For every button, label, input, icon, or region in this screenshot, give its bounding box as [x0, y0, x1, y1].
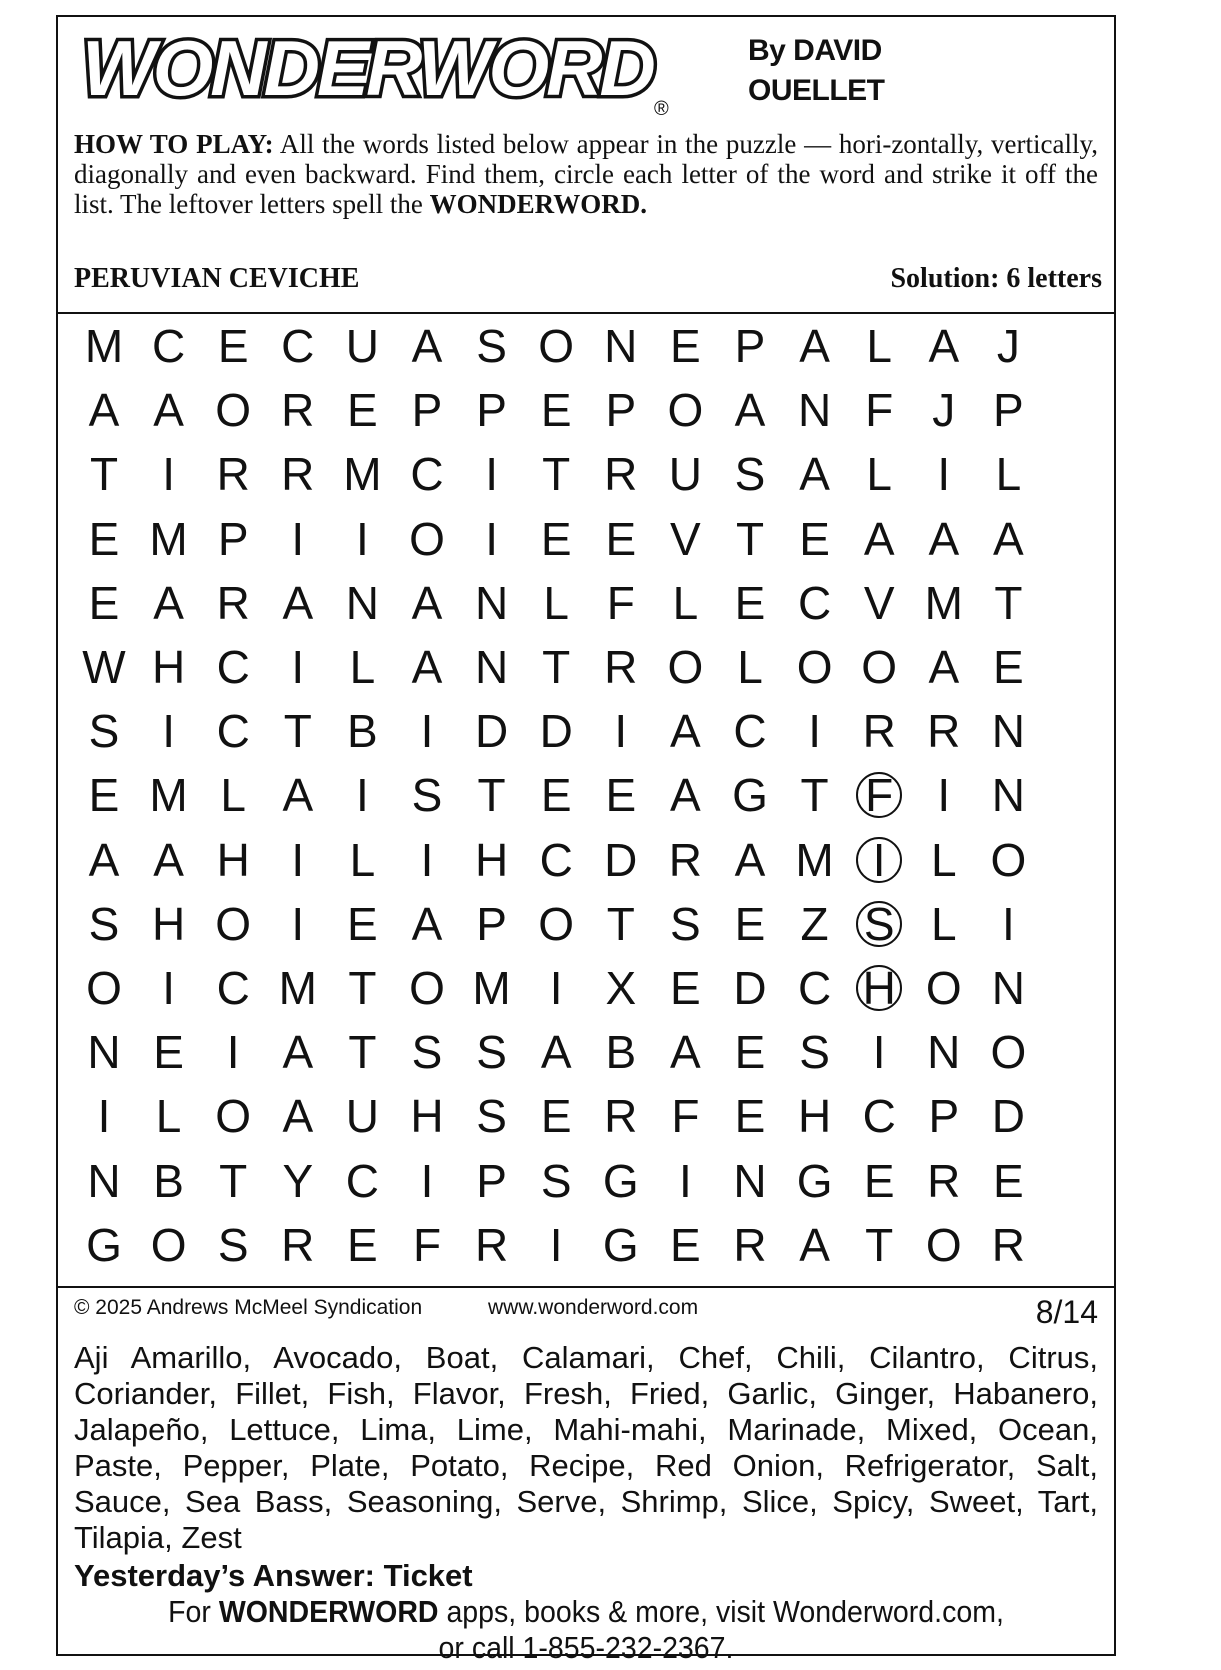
grid-cell[interactable]: I: [808, 705, 821, 758]
grid-cell[interactable]: N: [991, 705, 1025, 758]
grid-cell[interactable]: R: [733, 1218, 767, 1271]
grid-cell[interactable]: R: [474, 1218, 509, 1271]
grid-cell[interactable]: I: [356, 512, 369, 565]
grid-cell[interactable]: I: [549, 1218, 563, 1271]
grid-cell[interactable]: E: [347, 384, 378, 437]
grid-cell[interactable]: E: [605, 512, 637, 565]
grid-cell[interactable]: L: [866, 448, 892, 501]
grid-cell[interactable]: F: [606, 576, 635, 629]
puzzle-frame: [56, 15, 1116, 1665]
grid-cell[interactable]: C: [797, 576, 832, 629]
grid-cell[interactable]: N: [991, 769, 1025, 822]
grid-cell[interactable]: M: [278, 962, 317, 1014]
grid-cell[interactable]: T: [865, 1218, 894, 1271]
promo-text: [100, 1594, 1072, 1666]
grid-cell[interactable]: I: [485, 448, 498, 501]
grid-cell[interactable]: T: [89, 448, 119, 501]
grid-cell[interactable]: R: [604, 448, 638, 501]
grid-cell[interactable]: D: [604, 833, 638, 886]
grid-cell[interactable]: C: [281, 320, 315, 372]
yesterdays-answer: Yesterday’s Answer: Ticket: [74, 1558, 473, 1593]
grid-cell[interactable]: A: [153, 384, 184, 437]
grid-cell[interactable]: R: [604, 641, 638, 693]
grid-cell[interactable]: E: [734, 897, 766, 950]
grid-cell[interactable]: O: [409, 512, 445, 565]
grid-row: [72, 699, 1041, 763]
grid-row: [72, 507, 1041, 571]
grid-cell[interactable]: T: [542, 448, 571, 501]
puzzle-footer: [58, 1288, 1114, 1665]
grid-cell[interactable]: I: [291, 641, 305, 693]
grid-cell[interactable]: Z: [800, 897, 829, 950]
word-list: Aji Amarillo, Avocado, Boat, Calamari, Chef, Chili, Cilantro, Citrus, Coriander, Fillet, Fish, Flavor, Fresh, Fried, Garlic, Ginger, Habanero, Jalapeño, Lettuce, Lima, Lime, Mahi-mahi, Marinade, Mixed, Ocean, Paste, Pepper, Plate, Potato, Recipe, Red Onion, Refrigerator, Salt, Sauce, Sea Bass, Seasoning, Serve, Shrimp, Slice, Spicy, Sweet, Tart, Tilapia, Zest: [74, 1340, 1098, 1555]
grid-cell[interactable]: R: [668, 833, 702, 886]
grid-cell[interactable]: O: [409, 962, 445, 1014]
grid-cell[interactable]: A: [282, 576, 314, 629]
grid-cell[interactable]: I: [356, 769, 369, 822]
grid-cell[interactable]: R: [991, 1218, 1025, 1271]
grid-cell[interactable]: T: [283, 705, 312, 758]
grid-cell[interactable]: I: [872, 1026, 886, 1079]
grid-cell[interactable]: A: [282, 769, 314, 822]
grid-cell[interactable]: L: [931, 897, 957, 950]
grid-cell[interactable]: A: [799, 1218, 830, 1271]
grid-cell[interactable]: S: [734, 448, 766, 501]
grid-row: [72, 1213, 1041, 1277]
grid-cell[interactable]: I: [226, 1026, 240, 1079]
grid-cell[interactable]: E: [670, 320, 701, 372]
grid-row: [72, 892, 1041, 956]
grid-cell[interactable]: A: [799, 320, 830, 372]
grid-cell[interactable]: O: [925, 962, 962, 1014]
grid-cell[interactable]: S: [670, 897, 701, 950]
grid-cell[interactable]: A: [282, 1090, 314, 1143]
grid-row: [72, 635, 1041, 699]
puzzle-header: [58, 17, 1114, 314]
grid-cell[interactable]: P: [476, 897, 507, 950]
grid-cell[interactable]: T: [735, 512, 765, 565]
grid-cell[interactable]: G: [86, 1218, 122, 1271]
grid-cell[interactable]: I: [162, 448, 175, 501]
grid-cell[interactable]: U: [345, 320, 379, 372]
grid-cell[interactable]: P: [411, 384, 443, 437]
grid-cell[interactable]: S: [799, 1026, 830, 1079]
grid-cell[interactable]: V: [863, 576, 895, 629]
promo-line1: apps, books & more, visit Wonderword.com,: [446, 1594, 1004, 1629]
grid-cell[interactable]: C: [345, 1154, 379, 1207]
grid-cell[interactable]: E: [88, 576, 120, 629]
grid-cell[interactable]: E: [799, 512, 830, 565]
grid-row: [72, 378, 1041, 442]
grid-cell[interactable]: R: [604, 1090, 638, 1143]
grid-cell[interactable]: I: [162, 705, 175, 758]
grid-cell[interactable]: E: [347, 1218, 378, 1271]
grid-cell[interactable]: T: [542, 641, 571, 693]
grid-cell[interactable]: A: [928, 512, 960, 565]
grid-cell[interactable]: E: [734, 1026, 766, 1079]
grid-row: [72, 763, 1041, 827]
grid-cell[interactable]: S: [411, 1026, 443, 1079]
grid-cell[interactable]: D: [991, 1090, 1025, 1143]
grid-cell[interactable]: E: [540, 1090, 572, 1143]
grid-row: [72, 1084, 1041, 1148]
grid-cell[interactable]: A: [670, 705, 701, 758]
grid-cell[interactable]: A: [928, 320, 960, 372]
grid-cell[interactable]: O: [861, 641, 898, 693]
grid-cell[interactable]: H: [151, 641, 186, 693]
copyright: © 2025 Andrews McMeel Syndication: [74, 1296, 423, 1319]
byline-line1: By DAVID: [748, 34, 882, 67]
grid-cell[interactable]: O: [86, 962, 122, 1014]
grid-cell[interactable]: N: [474, 641, 509, 693]
grid-cell[interactable]: O: [990, 1026, 1027, 1079]
grid-cell[interactable]: M: [795, 833, 834, 886]
grid-row: [72, 1020, 1041, 1084]
grid-cell[interactable]: O: [925, 1218, 962, 1271]
grid-cell[interactable]: R: [216, 576, 250, 629]
grid-cell[interactable]: I: [549, 962, 563, 1014]
grid-cell[interactable]: I: [937, 448, 951, 501]
grid-cell[interactable]: T: [994, 576, 1023, 629]
grid-cell[interactable]: S: [476, 320, 507, 372]
grid-cell[interactable]: T: [348, 1026, 377, 1079]
grid-cell[interactable]: E: [540, 512, 572, 565]
grid-cell[interactable]: A: [928, 641, 960, 693]
grid-cell[interactable]: W: [82, 641, 126, 693]
grid-cell[interactable]: T: [800, 769, 829, 822]
grid-cell[interactable]: M: [84, 320, 124, 372]
grid-cell[interactable]: B: [347, 705, 378, 758]
grid-cell[interactable]: O: [215, 897, 252, 950]
grid-cell-circled[interactable]: F: [847, 763, 911, 827]
grid-cell[interactable]: L: [349, 641, 376, 693]
grid-row: [72, 314, 1041, 378]
grid-cell[interactable]: E: [153, 1026, 184, 1079]
grid-cell[interactable]: E: [734, 576, 766, 629]
grid-cell[interactable]: A: [540, 1026, 572, 1079]
grid-cell[interactable]: I: [291, 833, 305, 886]
grid-cell[interactable]: G: [602, 1218, 639, 1271]
grid-cell[interactable]: R: [281, 448, 315, 501]
grid-cell[interactable]: N: [927, 1026, 961, 1079]
grid-cell[interactable]: J: [932, 384, 956, 437]
grid-cell[interactable]: I: [1002, 897, 1015, 950]
grid-cell[interactable]: N: [87, 1026, 121, 1079]
grid-cell[interactable]: F: [671, 1090, 700, 1143]
grid-cell[interactable]: I: [614, 705, 628, 758]
grid-row: [72, 442, 1041, 506]
grid-cell[interactable]: N: [797, 384, 832, 437]
grid-cell[interactable]: L: [995, 448, 1022, 501]
grid-cell[interactable]: A: [282, 1026, 314, 1079]
grid-cell[interactable]: N: [345, 576, 379, 629]
grid-cell[interactable]: A: [88, 833, 120, 886]
grid-cell[interactable]: I: [485, 512, 498, 565]
grid-cell[interactable]: A: [734, 384, 766, 437]
grid-cell[interactable]: I: [291, 512, 305, 565]
howto-text: All the words listed below appear in the puzzle — hori-zontally, vertically, diagonally and even backward. Find them, circle each letter of the word and strike it off the list. The leftover letters spell the: [74, 129, 1098, 219]
grid-cell[interactable]: S: [88, 705, 120, 758]
grid-cell[interactable]: P: [928, 1090, 960, 1143]
grid-cell[interactable]: O: [215, 384, 252, 437]
grid-cell[interactable]: O: [796, 641, 833, 693]
grid-cell[interactable]: S: [540, 1154, 572, 1207]
letter-grid: [58, 314, 1114, 1288]
promo-line2: or call 1-855-232-2367.: [438, 1630, 734, 1665]
howto-end: WONDERWORD.: [429, 189, 647, 219]
byline: [748, 31, 885, 111]
grid-cell[interactable]: S: [476, 1090, 507, 1143]
grid-cell[interactable]: P: [993, 384, 1024, 437]
grid-cell[interactable]: I: [420, 833, 434, 886]
grid-cell[interactable]: G: [796, 1154, 833, 1207]
grid-cell[interactable]: C: [410, 448, 444, 501]
grid-cell[interactable]: H: [474, 833, 509, 886]
grid-cell[interactable]: R: [927, 1154, 961, 1207]
grid-cell[interactable]: C: [539, 833, 573, 886]
grid-cell[interactable]: L: [155, 1090, 182, 1143]
grid-cell[interactable]: L: [866, 320, 892, 372]
promo-brand: WONDERWORD: [218, 1594, 439, 1629]
grid-cell[interactable]: M: [924, 576, 963, 629]
grid-cell[interactable]: L: [931, 833, 957, 886]
grid-cell[interactable]: A: [799, 448, 830, 501]
grid-cell[interactable]: H: [797, 1090, 832, 1143]
grid-cell[interactable]: D: [474, 705, 509, 758]
logo-text: WONDERWORD: [82, 24, 653, 112]
grid-cell[interactable]: R: [216, 448, 250, 501]
grid-cell[interactable]: E: [993, 641, 1024, 693]
grid-cell-circled[interactable]: I: [847, 828, 911, 892]
howto-label: HOW TO PLAY:: [74, 129, 274, 159]
grid-cell[interactable]: N: [474, 576, 509, 629]
grid-cell[interactable]: S: [88, 897, 120, 950]
puzzle-date: 8/14: [1035, 1294, 1098, 1330]
grid-cell[interactable]: E: [734, 1090, 766, 1143]
grid-cell[interactable]: N: [733, 1154, 767, 1207]
grid-cell[interactable]: L: [672, 576, 699, 629]
website-link[interactable]: www.wonderword.com: [488, 1296, 699, 1319]
grid-cell[interactable]: I: [937, 769, 951, 822]
grid-cell[interactable]: M: [472, 962, 511, 1014]
registered-mark: ®: [654, 98, 669, 119]
grid-row: [72, 571, 1041, 635]
grid-cell[interactable]: E: [540, 769, 572, 822]
grid-cell[interactable]: S: [217, 1218, 249, 1271]
grid-cell[interactable]: A: [153, 833, 184, 886]
grid-cell[interactable]: S: [476, 1026, 507, 1079]
grid-cell[interactable]: D: [539, 705, 573, 758]
grid-cell[interactable]: R: [927, 705, 961, 758]
grid-cell[interactable]: M: [149, 769, 188, 822]
grid-cell[interactable]: X: [605, 962, 637, 1014]
grid-cell[interactable]: G: [732, 769, 768, 822]
grid-cell[interactable]: P: [734, 320, 766, 372]
grid-cell[interactable]: A: [411, 320, 443, 372]
grid-cell[interactable]: S: [411, 769, 443, 822]
grid-cell[interactable]: A: [153, 576, 184, 629]
grid-cell[interactable]: I: [420, 705, 434, 758]
grid-cell-circled[interactable]: H: [847, 956, 911, 1020]
grid-cell[interactable]: T: [348, 962, 377, 1014]
grid-cell[interactable]: B: [153, 1154, 184, 1207]
grid-cell[interactable]: O: [215, 1090, 252, 1143]
grid-cell[interactable]: N: [991, 962, 1025, 1014]
grid-cell[interactable]: P: [476, 384, 507, 437]
grid-cell[interactable]: I: [162, 962, 175, 1014]
grid-cell[interactable]: O: [538, 897, 575, 950]
grid-cell[interactable]: C: [862, 1090, 896, 1143]
grid-cell[interactable]: P: [217, 512, 249, 565]
grid-cell[interactable]: A: [734, 833, 766, 886]
grid-cell[interactable]: E: [863, 1154, 895, 1207]
grid-cell[interactable]: O: [150, 1218, 187, 1271]
grid-cell[interactable]: C: [151, 320, 186, 372]
grid-cell[interactable]: Y: [282, 1154, 314, 1207]
grid-cell[interactable]: E: [670, 1218, 701, 1271]
grid-cell[interactable]: G: [602, 1154, 639, 1207]
how-to-play: [74, 129, 1098, 219]
grid-cell[interactable]: M: [149, 512, 188, 565]
grid-cell[interactable]: T: [219, 1154, 248, 1207]
grid-cell[interactable]: N: [604, 320, 638, 372]
puzzle-theme: PERUVIAN CEVICHE: [74, 263, 360, 294]
grid-cell[interactable]: T: [606, 897, 635, 950]
grid-cell[interactable]: N: [87, 1154, 121, 1207]
grid-cell[interactable]: D: [733, 962, 767, 1014]
grid-cell[interactable]: O: [990, 833, 1027, 886]
grid-row: [72, 828, 1041, 892]
grid-cell[interactable]: H: [151, 897, 186, 950]
grid-cell[interactable]: P: [476, 1154, 507, 1207]
grid-cell-circled[interactable]: S: [847, 892, 911, 956]
grid-cell[interactable]: P: [605, 384, 637, 437]
grid-cell[interactable]: A: [863, 512, 895, 565]
grid-cell[interactable]: C: [216, 705, 250, 758]
grid-cell[interactable]: R: [281, 384, 315, 437]
grid-cell[interactable]: I: [420, 1154, 434, 1207]
grid-cell[interactable]: L: [220, 769, 246, 822]
grid-cell[interactable]: O: [667, 384, 704, 437]
grid-cell[interactable]: R: [281, 1218, 315, 1271]
grid-cell[interactable]: E: [88, 769, 120, 822]
grid-cell[interactable]: E: [88, 512, 120, 565]
grid-cell[interactable]: H: [410, 1090, 444, 1143]
grid-cell[interactable]: V: [670, 512, 701, 565]
grid-cell[interactable]: E: [993, 1154, 1024, 1207]
grid-cell[interactable]: L: [349, 833, 376, 886]
grid-cell[interactable]: E: [670, 962, 701, 1014]
grid-cell[interactable]: A: [670, 769, 701, 822]
grid-cell[interactable]: E: [347, 897, 378, 950]
grid-row: [72, 1149, 1041, 1213]
grid-cell[interactable]: I: [679, 1154, 692, 1207]
grid-cell[interactable]: C: [797, 962, 832, 1014]
grid-cell[interactable]: A: [411, 641, 443, 693]
grid-cell[interactable]: U: [345, 1090, 379, 1143]
grid-cell[interactable]: F: [865, 384, 894, 437]
promo-prefix: For: [168, 1594, 211, 1629]
grid-cell[interactable]: M: [343, 448, 382, 501]
grid-cell[interactable]: A: [670, 1026, 701, 1079]
byline-line2: OUELLET: [748, 74, 885, 107]
grid-cell[interactable]: I: [291, 897, 305, 950]
grid-cell[interactable]: T: [477, 769, 506, 822]
grid-cell[interactable]: B: [605, 1026, 637, 1079]
solution-length: Solution: 6 letters: [890, 263, 1102, 294]
grid-cell[interactable]: O: [538, 320, 575, 372]
grid-cell[interactable]: O: [667, 641, 704, 693]
grid-row: [72, 956, 1041, 1020]
grid-cell[interactable]: L: [737, 641, 763, 693]
grid-cell[interactable]: A: [411, 576, 443, 629]
grid-cell[interactable]: A: [411, 897, 443, 950]
grid-cell[interactable]: E: [217, 320, 249, 372]
grid-cell[interactable]: F: [412, 1218, 442, 1271]
grid-cell[interactable]: E: [540, 384, 572, 437]
grid-cell[interactable]: H: [216, 833, 250, 886]
grid-cell[interactable]: C: [216, 962, 250, 1014]
grid-cell[interactable]: L: [543, 576, 569, 629]
grid-cell[interactable]: E: [605, 769, 637, 822]
grid-cell[interactable]: R: [862, 705, 896, 758]
grid-cell[interactable]: I: [97, 1090, 111, 1143]
grid-cell[interactable]: U: [668, 448, 702, 501]
grid-cell[interactable]: A: [993, 512, 1024, 565]
grid-cell[interactable]: J: [996, 320, 1020, 372]
grid-cell[interactable]: C: [733, 705, 767, 758]
grid-cell[interactable]: A: [88, 384, 120, 437]
wonderword-logo: [76, 23, 686, 119]
grid-cell[interactable]: C: [216, 641, 250, 693]
